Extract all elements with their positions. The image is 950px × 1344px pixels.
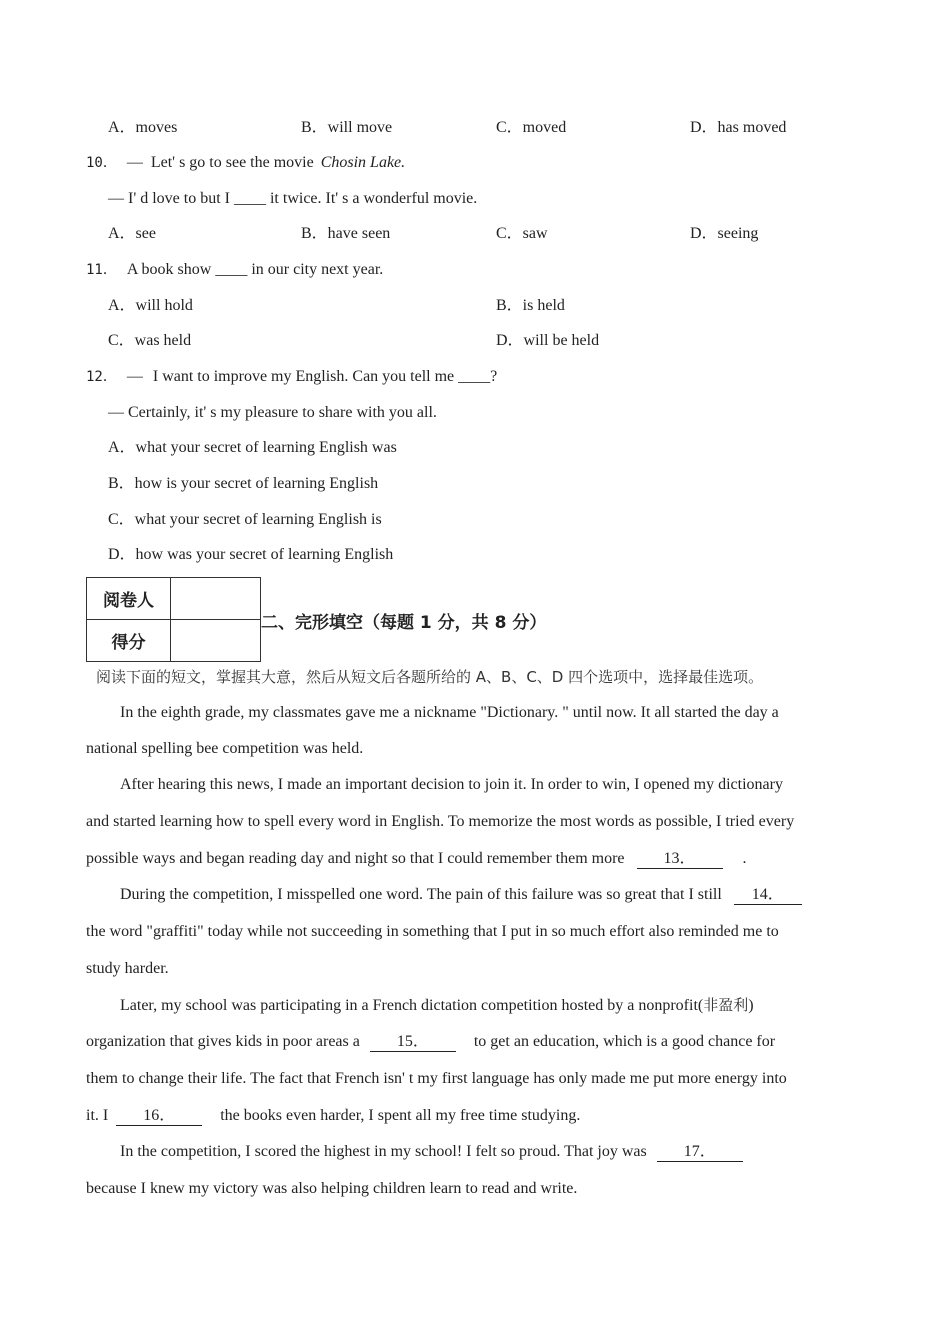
passage-p4-line3: them to change their life. The fact that French isn' t my first language has only made me put more energy into — [86, 1070, 787, 1087]
movie-title: Chosin Lake. — [320, 154, 406, 171]
passage-p3-line1 — [120, 885, 802, 905]
q9-option-b: B．will move — [301, 119, 393, 136]
passage-p5-line1 — [120, 1142, 743, 1162]
q12-option-c: C．what your secret of learning English is — [108, 511, 382, 528]
passage-chinese-gloss: 非盈利 — [703, 996, 749, 1014]
q9-option-d: D．has moved — [690, 119, 787, 136]
passage-p2-line2: and started learning how to spell every word in English. To memorize the most words as possible, I tried every — [86, 813, 795, 830]
blank-15[interactable]: 15． — [370, 1033, 456, 1052]
blank-14[interactable]: 14． — [734, 886, 802, 905]
dialog-dash: — — [126, 368, 143, 385]
section-heading: 二、完形填空（每题 1 分，共 8 分） — [261, 613, 547, 633]
section-instruction: 阅读下面的短文，掌握其大意，然后从短文后各题所给的 A、B、C、D 四个选项中，选择最佳选项。 — [96, 668, 764, 686]
question-number: 10． — [86, 155, 117, 171]
q11-option-a: A．will hold — [108, 297, 193, 314]
q12-option-a: A．what your secret of learning English was — [108, 439, 397, 456]
score-label: 得分 — [87, 620, 171, 662]
passage-p1-line2: national spelling bee competition was held. — [86, 740, 364, 757]
q10-option-d: D．seeing — [690, 225, 759, 242]
passage-p2-line1: After hearing this news, I made an important decision to join it. In order to win, I opened my dictionary — [120, 776, 783, 793]
q10-reply: — I' d love to but I ____ it twice. It' s a wonderful movie. — [108, 190, 478, 207]
q11-prompt: A book show ____ in our city next year. — [126, 261, 384, 278]
passage-p4-line4 — [86, 1106, 580, 1126]
q11-option-c: C．was held — [108, 332, 192, 349]
dialog-dash: — — [126, 154, 143, 171]
q12-reply: — Certainly, it' s my pleasure to share with you all. — [108, 404, 437, 421]
passage-text: In the competition, I scored the highest in my school! I felt so proud. That joy was — [120, 1143, 647, 1160]
passage-p5-line2: because I knew my victory was also helping children learn to read and write. — [86, 1180, 578, 1197]
passage-p3-line3: study harder. — [86, 960, 169, 977]
q10-prompt: Let' s go to see the movie — [150, 154, 314, 171]
q11-option-b: B．is held — [496, 297, 565, 314]
passage-p3-line2: the word "graffiti" today while not succeeding in something that I put in so much effort also reminded me to — [86, 923, 779, 940]
q11-stem — [86, 260, 383, 280]
passage-p2-line3 — [86, 849, 747, 869]
q12-stem — [86, 367, 497, 387]
passage-p1-line1: In the eighth grade, my classmates gave me a nickname "Dictionary. " until now. It all started the day a — [120, 704, 779, 721]
passage-text: the books even harder, I spent all my free time studying. — [220, 1107, 581, 1124]
q11-option-d: D．will be held — [496, 332, 600, 349]
passage-text: ) — [748, 997, 754, 1014]
grader-table — [86, 577, 261, 662]
reviewer-box — [171, 578, 261, 620]
q10-option-b: B．have seen — [301, 225, 391, 242]
q10-option-c: C．saw — [496, 225, 548, 242]
passage-text: organization that gives kids in poor areas a — [86, 1033, 360, 1050]
passage-text: . — [742, 850, 747, 867]
q9-option-c: C．moved — [496, 119, 567, 136]
passage-text: possible ways and began reading day and night so that I could remember them more — [86, 850, 625, 867]
question-number: 12． — [86, 369, 117, 385]
reviewer-label: 阅卷人 — [87, 578, 171, 620]
blank-13[interactable]: 13． — [637, 850, 723, 869]
q10-option-a: A．see — [108, 225, 156, 242]
passage-text: During the competition, I misspelled one word. The pain of this failure was so great that I still — [120, 886, 722, 903]
passage-p4-line1 — [120, 995, 754, 1016]
q10-stem — [86, 153, 405, 173]
q12-prompt: I want to improve my English. Can you tell me ____? — [152, 368, 498, 385]
passage-text: Later, my school was participating in a French dictation competition hosted by a nonprofit( — [120, 997, 704, 1014]
passage-text: to get an education, which is a good chance for — [473, 1033, 776, 1050]
passage-p4-line2 — [86, 1032, 775, 1052]
blank-16[interactable]: 16． — [116, 1107, 202, 1126]
q12-option-d: D．how was your secret of learning English — [108, 546, 394, 563]
q12-option-b: B．how is your secret of learning English — [108, 475, 379, 492]
question-number: 11． — [86, 262, 117, 278]
blank-17[interactable]: 17． — [657, 1143, 743, 1162]
score-box — [171, 620, 261, 662]
q9-option-a: A．moves — [108, 119, 178, 136]
passage-text: it. I — [86, 1107, 109, 1124]
